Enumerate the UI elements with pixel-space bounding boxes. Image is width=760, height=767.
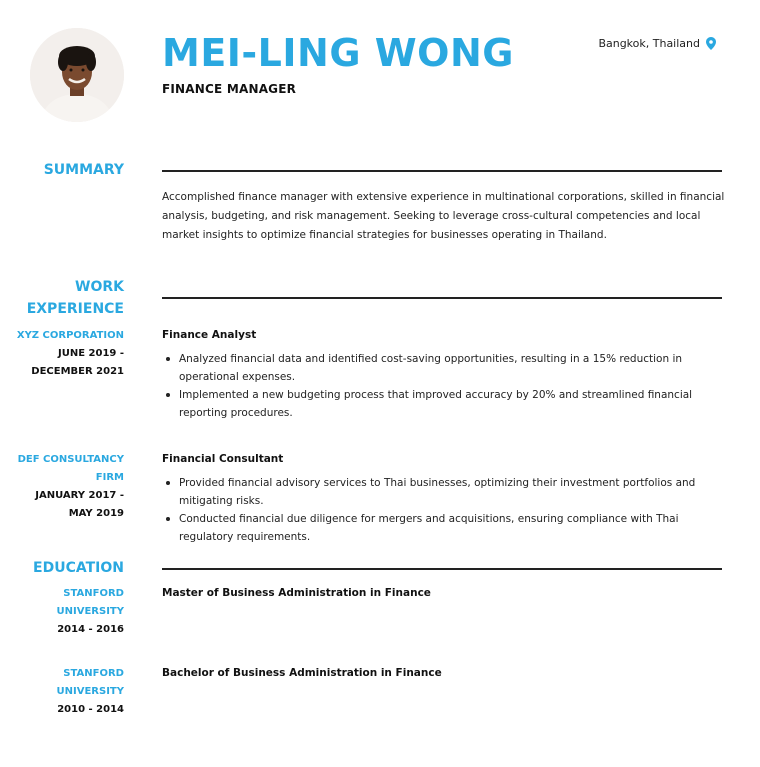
- job-2-company-line2: FIRM: [95, 472, 124, 483]
- work-experience-heading-line1: WORK: [75, 279, 124, 295]
- job-1-bullets: [162, 350, 722, 422]
- job-1-company: XYZ CORPORATION: [16, 330, 124, 341]
- summary-heading: SUMMARY: [43, 162, 124, 178]
- job-2-dates-start: JANUARY 2017 -: [35, 490, 124, 501]
- summary-text: Accomplished finance manager with extensive experience in multinational corporations, skilled in financial analysis, budgeting, and risk management. Seeking to leverage cross-cultural competencies and local market insights to optimize financial strategies for businesses operating in Thailand.: [162, 191, 725, 241]
- education-2-school-line1: STANFORD: [63, 668, 124, 679]
- list-item: Provided financial advisory services to Thai businesses, optimizing their investment portfolios and mitigating risks.: [162, 474, 722, 510]
- profile-photo: [30, 28, 124, 122]
- education-1-meta: [14, 585, 124, 639]
- job-2-company-line1: DEF CONSULTANCY: [17, 454, 124, 465]
- education-1-school-line1: STANFORD: [63, 588, 124, 599]
- education-2-meta: [14, 665, 124, 719]
- education-divider: [162, 568, 722, 570]
- education-2-dates: 2010 - 2014: [57, 704, 124, 715]
- map-pin-icon: [706, 37, 716, 50]
- job-1-dates-start: JUNE 2019 -: [58, 348, 124, 359]
- list-item: Implemented a new budgeting process that improved accuracy by 20% and streamlined financial reporting procedures.: [162, 386, 722, 422]
- education-2-degree: Bachelor of Business Administration in Finance: [162, 667, 442, 679]
- education-2-school-line2: UNIVERSITY: [56, 686, 124, 697]
- location-text: Bangkok, Thailand: [598, 37, 700, 50]
- summary-divider: [162, 170, 722, 172]
- list-item: Conducted financial due diligence for mergers and acquisitions, ensuring compliance with Thai regulatory requirements.: [162, 510, 722, 546]
- job-1-meta: [14, 327, 124, 381]
- job-2-dates-end: MAY 2019: [68, 508, 124, 519]
- work-experience-heading-line2: EXPERIENCE: [26, 301, 124, 317]
- candidate-name: MEI-LING WONG: [162, 31, 514, 75]
- education-1-dates: 2014 - 2016: [57, 624, 124, 635]
- location: [598, 37, 716, 50]
- list-item: Analyzed financial data and identified cost-saving opportunities, resulting in a 15% reduction in operational expenses.: [162, 350, 722, 386]
- education-1-degree: Master of Business Administration in Finance: [162, 587, 431, 599]
- job-title-header: FINANCE MANAGER: [162, 82, 297, 96]
- work-experience-divider: [162, 297, 722, 299]
- education-heading: EDUCATION: [33, 560, 124, 576]
- portrait-image: [30, 28, 124, 122]
- education-1-school-line2: UNIVERSITY: [56, 606, 124, 617]
- job-2-title: Financial Consultant: [162, 453, 284, 465]
- job-1-title: Finance Analyst: [162, 329, 257, 341]
- job-2-bullets: [162, 474, 722, 546]
- job-1-dates-end: DECEMBER 2021: [31, 366, 124, 377]
- job-2-meta: [14, 451, 124, 523]
- work-experience-heading: [4, 276, 124, 320]
